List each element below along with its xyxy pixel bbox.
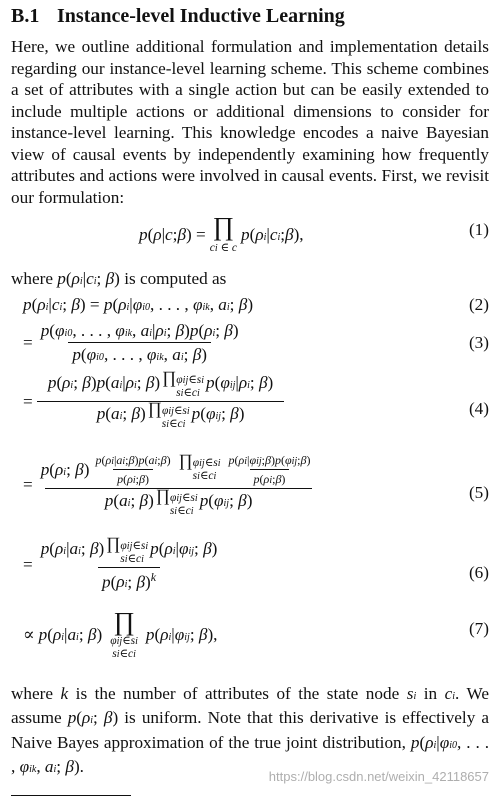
equation-6: = p(ρi|ai; β) ∏φij∈si si∈ci p(ρi|φij; β) p(ρi; β)$^k$ (6)	[23, 533, 489, 592]
equation-5-number: (5)	[468, 482, 489, 502]
final-paragraph: where k is the number of attributes of the state node si in ci. We assume p(ρi; β) is uniform. Note that this derivative is effectively a Naive Bayes approximation of the true joint distribution, p(ρi|φi0, . . . , φik, ai; β).	[11, 683, 490, 776]
equation-4: = p(ρi; β)p(ai|ρi; β) ∏φij∈si si∈ci p(φij|ρi; β) p(ai; β) ∏φij∈si si∈ci p(φij; β) (4)	[23, 367, 489, 430]
final-text-1: where	[11, 683, 53, 703]
equation-7: ∝ p(ρi|ai; β) ∏ φij∈si si∈ci p(ρi|φij; β), (7)	[23, 606, 489, 660]
final-text-2: is the number of attributes of the state node	[75, 683, 400, 703]
section-title: Instance-level Inductive Learning	[57, 5, 345, 27]
equation-2-number: (2)	[468, 294, 489, 314]
equation-7-number: (7)	[468, 618, 489, 638]
where-word: where	[11, 269, 53, 288]
equation-4-number: (4)	[468, 398, 489, 418]
equation-3-number: (3)	[468, 332, 489, 352]
equation-1: p ( ρ | c ; β ) = ∏ ci ∈ c p ( ρi | ci ; β ), (1)	[139, 212, 489, 254]
equation-6-number: (6)	[468, 562, 489, 582]
equation-2: p(ρi|ci; β) = p(ρi|φi0, . . . , φik, ai; β) (2)	[23, 294, 489, 314]
final-text-4: . We assume	[11, 683, 490, 727]
equation-1-number: (1)	[468, 220, 489, 239]
watermark-url: https://blog.csdn.net/weixin_42118657	[268, 769, 489, 784]
equation-5: = p(ρi; β) $\frac{p(\rho i|ai;\beta)p(ai;\beta)}{p(\rho i;\beta)}$ ∏φij∈si si∈ci $\frac{\text{p(ρi|φij;β)p(φij;β)}}{p(\rho i;\beta)}$ p(ai; β) ∏φij∈si si∈ci p(φij; β) (5)	[23, 451, 489, 517]
section-number: B.1	[11, 5, 40, 27]
paper-page	[11, 4, 489, 781]
equation-3: = $\frac{\text{p(φi0, . . . , φik, ai|ρi; β)p(ρi; β)}}{\text{p(φi0, . . . , φik, ai; β)}}$ (3)	[23, 320, 489, 364]
final-text-3: in	[423, 683, 438, 703]
intro-paragraph: Here, we outline additional formulation and implementation details regarding our instance-level learning scheme. This scheme combines a set of attributes with a single action but can be easily extended to include multiple actions or additional dimensions to consider for instance-level learning. This knowledge encodes a naive Bayesian view of causal events by independently examining how frequently attributes and actions were involved in causal events. First, we revisit our formulation:	[11, 37, 489, 207]
final-text-5: is uniform. Note that this derivative is effectively a Naive Bayes approximation of the true joint distribution,	[11, 708, 490, 752]
final-text-6: .	[79, 757, 84, 776]
where-line: where p(ρi|ci; β) is computed as	[11, 269, 227, 288]
section-heading	[11, 4, 489, 28]
where-suffix: is computed as	[124, 269, 227, 288]
footnote-rule	[11, 795, 131, 796]
